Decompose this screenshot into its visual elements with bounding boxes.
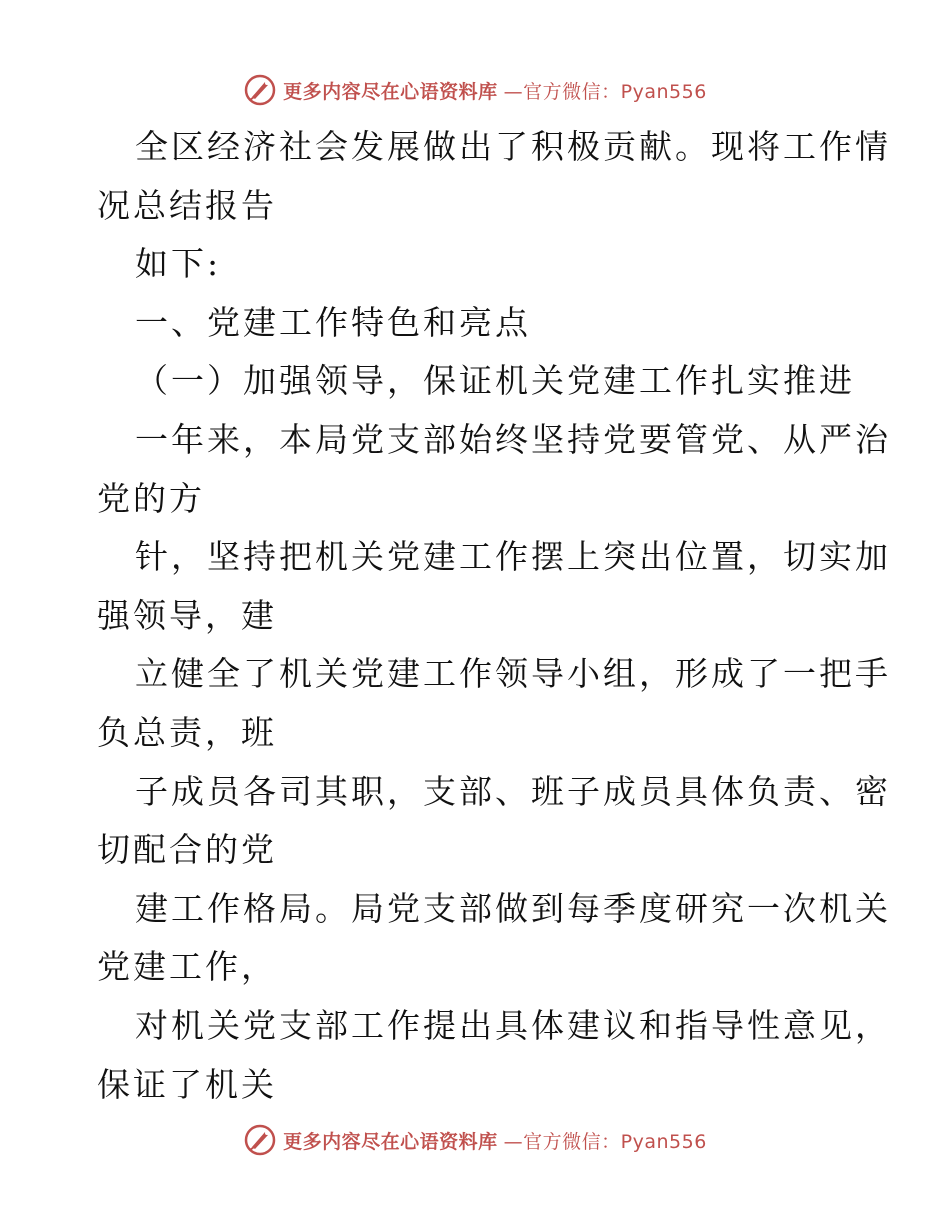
body-line: 针，坚持把机关党建工作摆上突出位置，切实加 — [135, 537, 891, 577]
body-line: 对机关党支部工作提出具体建议和指导性意见， — [135, 1005, 891, 1045]
document-body — [97, 118, 891, 1114]
header-banner — [0, 70, 950, 110]
body-line: 况总结报告 — [97, 185, 277, 225]
quill-pen-icon — [243, 1123, 277, 1157]
body-line: 全区经济社会发展做出了积极贡献。现将工作情 — [135, 127, 891, 166]
body-line: 如下: — [135, 244, 222, 284]
body-line: 保证了机关 — [97, 1064, 277, 1104]
subsection-heading: （一）加强领导，保证机关党建工作扎实推进 — [135, 361, 855, 401]
body-line: 切配合的党 — [97, 830, 277, 870]
body-line: 党建工作， — [97, 947, 277, 987]
banner-lead-text: 更多内容尽在心语资料库 — [283, 1130, 498, 1153]
body-line: 立健全了机关党建工作领导小组，形成了一把手 — [135, 654, 891, 694]
banner-wechat-text: —官方微信：Pyan556 — [503, 80, 707, 103]
body-line: 一年来，本局党支部始终坚持党要管党、从严治 — [135, 419, 891, 459]
footer-banner — [0, 1120, 950, 1160]
body-line: 建工作格局。局党支部做到每季度研究一次机关 — [135, 888, 891, 928]
body-line: 强领导，建 — [97, 595, 277, 635]
body-line: 党的方 — [97, 478, 205, 518]
section-heading: 一、党建工作特色和亮点 — [135, 302, 531, 342]
banner-wechat-text: —官方微信：Pyan556 — [503, 1130, 707, 1153]
banner-lead-text: 更多内容尽在心语资料库 — [283, 80, 498, 103]
body-line: 子成员各司其职，支部、班子成员具体负责、密 — [135, 771, 891, 811]
body-line: 负总责，班 — [97, 712, 277, 752]
quill-pen-icon — [243, 73, 277, 107]
